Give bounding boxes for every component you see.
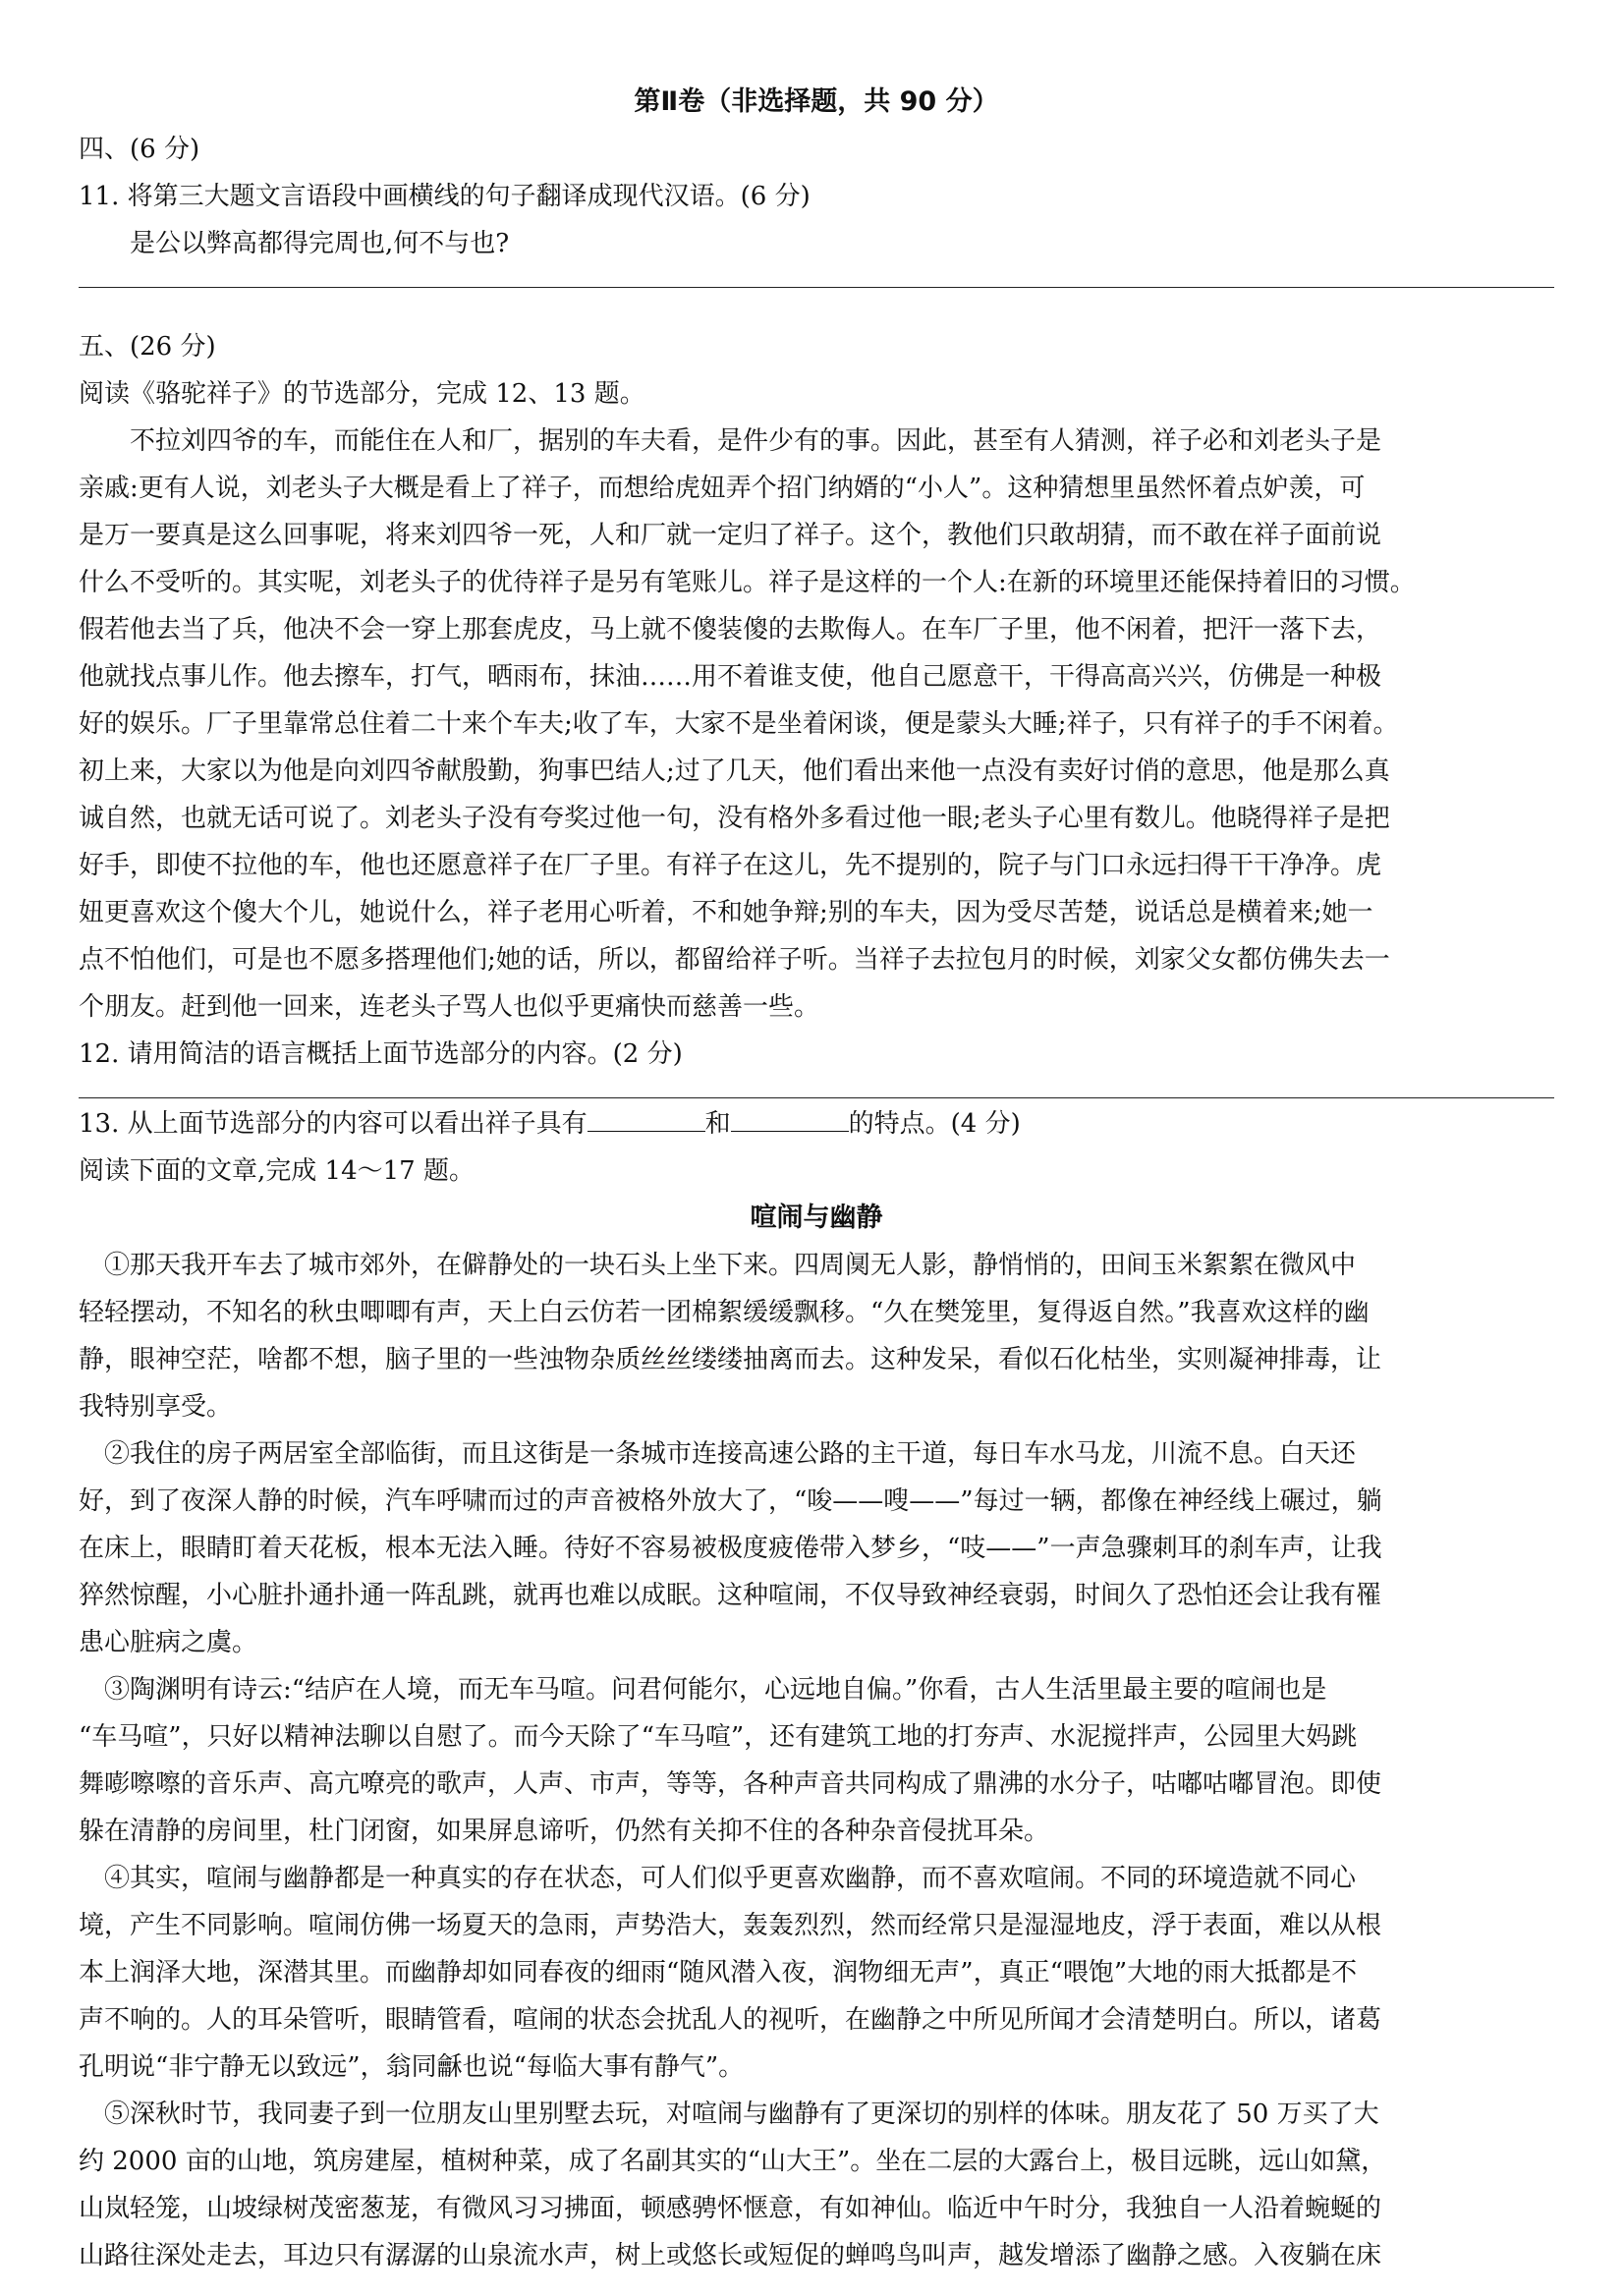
article-line: 静，眼神空茫，啥都不想，脑子里的一些浊物杂质丝丝缕缕抽离而去。这种发呆，看似石化枯坐，实则凝神排毒，让 bbox=[79, 1345, 1382, 1374]
article-line: ④其实，喧闹与幽静都是一种真实的存在状态，可人们似乎更喜欢幽静，而不喜欢喧闹。不同的环境造就不同心 bbox=[104, 1864, 1357, 1893]
article-line: ⑤深秋时节，我同妻子到一位朋友山里别墅去玩，对喧闹与幽静有了更深切的别样的体味。朋友花了 50 万买了大 bbox=[104, 2100, 1379, 2129]
section4-heading: 四、(6 分) bbox=[79, 135, 200, 164]
article-line: 山岚轻笼，山坡绿树茂密葱茏，有微风习习拂面，顿感骋怀惬意，有如神仙。临近中午时分，我独自一人沿着蜿蜒的 bbox=[79, 2194, 1382, 2223]
article-line: 躲在清静的房间里，杜门闭窗，如果屏息谛听，仍然有关抑不住的各种杂音侵扰耳朵。 bbox=[79, 1817, 1050, 1846]
article-line: 猝然惊醒，小心脏扑通扑通一阵乱跳，就再也难以成眠。这种喧闹，不仅导致神经衰弱，时间久了恐怕还会让我有罹 bbox=[79, 1581, 1382, 1610]
passage-line: 假若他去当了兵，他决不会一穿上那套虎皮，马上就不傻装傻的去欺侮人。在车厂子里，他不闲着，把汗一落下去， bbox=[79, 615, 1382, 644]
article-body bbox=[79, 1242, 1554, 2279]
section5-intro: 阅读《骆驼祥子》的节选部分，完成 12、13 题。 bbox=[79, 379, 645, 409]
article-line: 孔明说“非宁静无以致远”，翁同龢也说“每临大事有静气”。 bbox=[79, 2052, 745, 2082]
q11-sentence: 是公以弊高都得完周也,何不与也? bbox=[130, 229, 510, 258]
passage-line: 亲戚:更有人说，刘老头子大概是看上了祥子，而想给虎妞弄个招门纳婿的“小人”。这种猜想里虽然怀着点妒羡，可 bbox=[79, 474, 1366, 503]
article-line: 在床上，眼睛盯着天花板，根本无法入睡。待好不容易被极度疲倦带入梦乡，“吱——”一声急骤刺耳的刹车声，让我 bbox=[79, 1534, 1382, 1563]
xiangzi-passage bbox=[79, 418, 1554, 1031]
q13-text-middle: 和 bbox=[704, 1109, 731, 1139]
section5-intro2: 阅读下面的文章,完成 14～17 题。 bbox=[79, 1156, 475, 1186]
section5-heading: 五、(26 分) bbox=[79, 332, 216, 362]
article-line: 好，到了夜深人静的时候，汽车呼啸而过的声音被格外放大了，“唆——嗖——”每过一辆，都像在神经线上碾过，躺 bbox=[79, 1486, 1382, 1516]
volume-title: 第Ⅱ卷（非选择题，共 90 分） bbox=[634, 86, 999, 117]
article-line: ①那天我开车去了城市郊外，在僻静处的一块石头上坐下来。四周阒无人影，静悄悄的，田间玉米絮絮在微风中 bbox=[104, 1251, 1357, 1280]
passage-line: 点不怕他们，可是也不愿多搭理他们;她的话，所以，都留给祥子听。当祥子去拉包月的时候，刘家父女都仿佛失去一 bbox=[79, 945, 1390, 975]
q13-blank-2[interactable] bbox=[731, 1105, 849, 1132]
article-line: 本上润泽大地，深潜其里。而幽静却如同春夜的细雨“随风潜入夜，润物细无声”，真正“喂饱”大地的雨大抵都是不 bbox=[79, 1958, 1358, 1988]
article-line: 舞嘭嚓嚓的音乐声、高亢嘹亮的歌声，人声、市声，等等，各种声音共同构成了鼎沸的水分子，咕嘟咕嘟冒泡。即使 bbox=[79, 1769, 1382, 1799]
article-line: 我特别享受。 bbox=[79, 1392, 233, 1422]
passage-line: 个朋友。赶到他一回来，连老头子骂人也似乎更痛快而慈善一些。 bbox=[79, 992, 820, 1022]
article-title: 喧闹与幽静 bbox=[750, 1203, 883, 1233]
exam-page bbox=[79, 79, 1554, 2279]
article-line: ②我住的房子两居室全部临街，而且这街是一条城市连接高速公路的主干道，每日车水马龙，川流不息。白天还 bbox=[104, 1439, 1357, 1469]
article-line: 轻轻摆动，不知名的秋虫唧唧有声，天上白云仿若一团棉絮缓缓飘移。“久在樊笼里，复得返自然。”我喜欢这样的幽 bbox=[79, 1298, 1370, 1327]
article-line: 声不响的。人的耳朵管听，眼睛管看，喧闹的状态会扰乱人的视听，在幽静之中所见所闻才会清楚明白。所以，诸葛 bbox=[79, 2005, 1382, 2035]
q13-text-before: 13. 从上面节选部分的内容可以看出祥子具有 bbox=[79, 1109, 588, 1139]
q12-prompt: 12. 请用简洁的语言概括上面节选部分的内容。(2 分) bbox=[79, 1039, 683, 1069]
passage-line: 好的娱乐。厂子里靠常总住着二十来个车夫;收了车，大家不是坐着闲谈，便是蒙头大睡;祥子，只有祥子的手不闲着。 bbox=[79, 709, 1399, 739]
q11-prompt: 11. 将第三大题文言语段中画横线的句子翻译成现代汉语。(6 分) bbox=[79, 182, 811, 211]
passage-line: 不拉刘四爷的车，而能住在人和厂，据别的车夫看，是件少有的事。因此，甚至有人猜测，祥子必和刘老头子是 bbox=[130, 426, 1382, 456]
passage-line: 他就找点事儿作。他去擦车，打气，晒雨布，抹油……用不着谁支使，他自己愿意干，干得高高兴兴，仿佛是一种极 bbox=[79, 662, 1382, 692]
q13-text-after: 的特点。(4 分) bbox=[848, 1109, 1021, 1139]
article-line: 约 2000 亩的山地，筑房建屋，植树种菜，成了名副其实的“山大王”。坐在二层的大露台上，极目远眺，远山如黛， bbox=[79, 2147, 1387, 2176]
article-line: 山路往深处走去，耳边只有潺潺的山泉流水声，树上或悠长或短促的蝉鸣鸟叫声，越发增添了幽静之感。入夜躺在床 bbox=[79, 2241, 1382, 2270]
article-line: ③陶渊明有诗云:“结庐在人境，而无车马喧。问君何能尔，心远地自偏。”你看，古人生活里最主要的喧闹也是 bbox=[104, 1675, 1327, 1705]
q13-prompt bbox=[79, 1100, 1554, 1148]
passage-line: 什么不受听的。其实呢，刘老头子的优待祥子是另有笔账儿。祥子是这样的一个人:在新的环境里还能保持着旧的习惯。 bbox=[79, 568, 1416, 597]
passage-line: 初上来，大家以为他是向刘四爷献殷勤，狗事巴结人;过了几天，他们看出来他一点没有卖好讨俏的意思，他是那么真 bbox=[79, 756, 1390, 786]
answer-line-q12 bbox=[79, 1097, 1554, 1098]
passage-line: 诚自然，也就无话可说了。刘老头子没有夸奖过他一句，没有格外多看过他一眼;老头子心里有数儿。他晓得祥子是把 bbox=[79, 804, 1390, 833]
passage-line: 是万一要真是这么回事呢，将来刘四爷一死，人和厂就一定归了祥子。这个，教他们只敢胡猜，而不敢在祥子面前说 bbox=[79, 521, 1382, 550]
article-line: “车马喧”，只好以精神法聊以自慰了。而今天除了“车马喧”，还有建筑工地的打夯声、水泥搅拌声，公园里大妈跳 bbox=[79, 1722, 1358, 1752]
passage-line: 好手，即使不拉他的车，他也还愿意祥子在厂子里。有祥子在这儿，先不提别的，院子与门口永远扫得干干净净。虎 bbox=[79, 851, 1382, 880]
passage-line: 妞更喜欢这个傻大个儿，她说什么，祥子老用心听着，不和她争辩;别的车夫，因为受尽苦楚，说话总是横着来;她一 bbox=[79, 898, 1373, 927]
article-line: 患心脏病之虞。 bbox=[79, 1628, 258, 1657]
q13-blank-1[interactable] bbox=[588, 1105, 705, 1132]
article-line: 境，产生不同影响。喧闹仿佛一场夏天的急雨，声势浩大，轰轰烈烈，然而经常只是湿湿地皮，浮于表面，难以从根 bbox=[79, 1911, 1382, 1940]
